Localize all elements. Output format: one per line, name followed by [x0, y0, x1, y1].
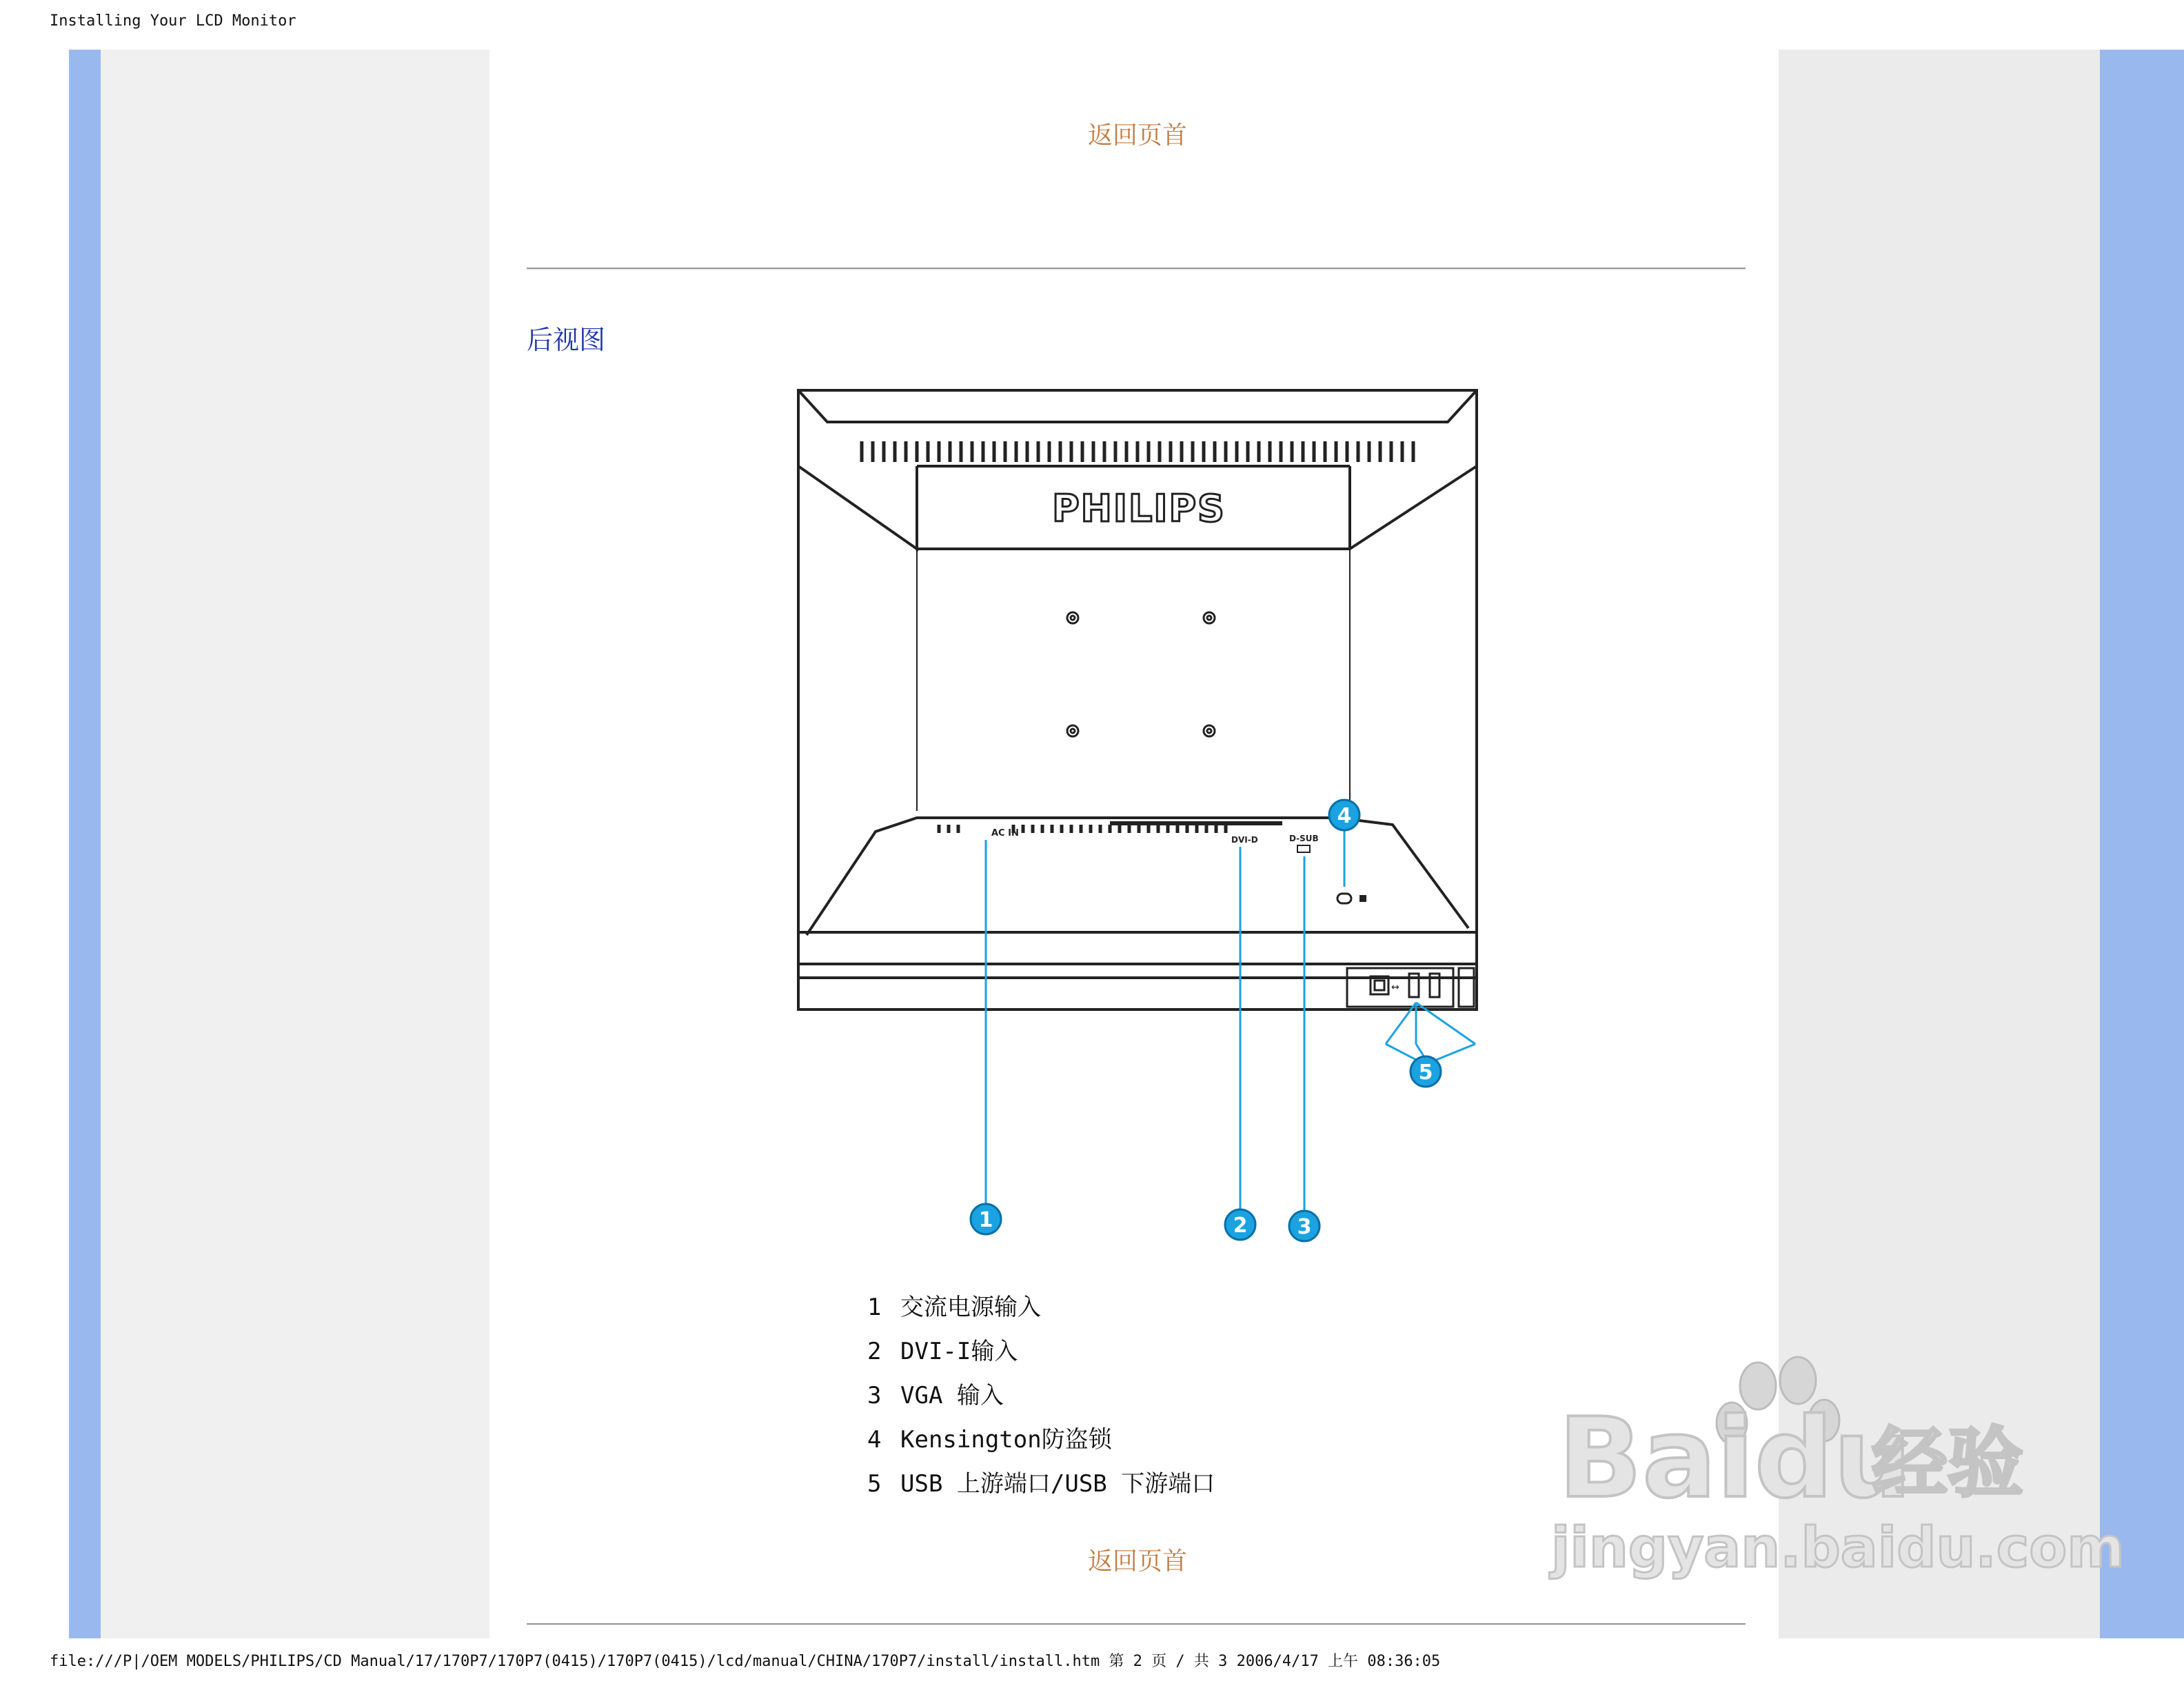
- svg-text:↔: ↔: [1391, 982, 1399, 993]
- legend-item: 4 Kensington防盗锁: [867, 1426, 1112, 1454]
- callout-lines: [986, 819, 1475, 1218]
- left-blue-border: [69, 50, 101, 1638]
- svg-text:经验: 经验: [1872, 1419, 2023, 1507]
- file-path-footer: file:///P|/OEM MODELS/PHILIPS/CD Manual/17/170P7/170P7(0415)/170P7(0415)/lcd/manual/CHINA/170P7/install/install.htm 第 2 页 / 共 3 2006/4/17 上午 08:36:05: [50, 1653, 1441, 1670]
- legend-item: 3 VGA 输入: [867, 1382, 1004, 1409]
- case-outline: [798, 390, 1477, 978]
- callout-badges: [971, 800, 1441, 1241]
- vesa-mount-holes: [1067, 612, 1215, 736]
- callout-5: [1410, 1056, 1441, 1087]
- divider-bottom: [527, 1623, 1746, 1625]
- callout-3: [1289, 1211, 1320, 1241]
- port-label-ac: AC IN: [991, 828, 1019, 838]
- legend-item: 1 交流电源输入: [867, 1294, 1041, 1321]
- svg-text:Baidu: Baidu: [1558, 1394, 1912, 1523]
- legend-item: 5 USB 上游端口/USB 下游端口: [867, 1470, 1215, 1498]
- back-to-top-link[interactable]: 返回页首: [1088, 121, 1188, 150]
- legend-list: [867, 1285, 1215, 1506]
- bottom-vent: [939, 825, 1226, 833]
- svg-text:jingyan.baidu.com: jingyan.baidu.com: [1551, 1516, 2125, 1580]
- kensington-lock-icon: [1337, 894, 1366, 903]
- svg-text:5: 5: [1418, 1061, 1433, 1085]
- svg-text:1: 1: [978, 1208, 993, 1232]
- left-gray-margin: [101, 50, 489, 1638]
- right-blue-border: [2100, 50, 2184, 1638]
- port-label-dsub: D-SUB: [1289, 834, 1319, 843]
- section-title: 后视图: [527, 325, 606, 355]
- legend-item: 2 DVI-I输入: [867, 1338, 1018, 1365]
- back-to-top-link-bottom[interactable]: 返回页首: [1088, 1547, 1188, 1576]
- svg-text:2: 2: [1233, 1214, 1248, 1238]
- callout-2: [1225, 1209, 1255, 1240]
- svg-text:4: 4: [1337, 804, 1352, 828]
- callout-4: [1329, 800, 1359, 830]
- dsub-port-icon: [1297, 845, 1310, 852]
- svg-text:3: 3: [1297, 1215, 1312, 1239]
- port-label-dvi: DVI-D: [1231, 835, 1258, 845]
- monitor-rear-diagram: [786, 383, 1489, 1252]
- callout-1: [971, 1204, 1001, 1234]
- vent-grill: [862, 441, 1413, 462]
- document-title: Installing Your LCD Monitor: [50, 12, 296, 30]
- divider-top: [527, 268, 1746, 270]
- brand-logo: PHILIPS: [1052, 487, 1226, 530]
- bottom-cover-edge: [807, 818, 1468, 935]
- baidu-watermark: [1551, 1352, 2125, 1586]
